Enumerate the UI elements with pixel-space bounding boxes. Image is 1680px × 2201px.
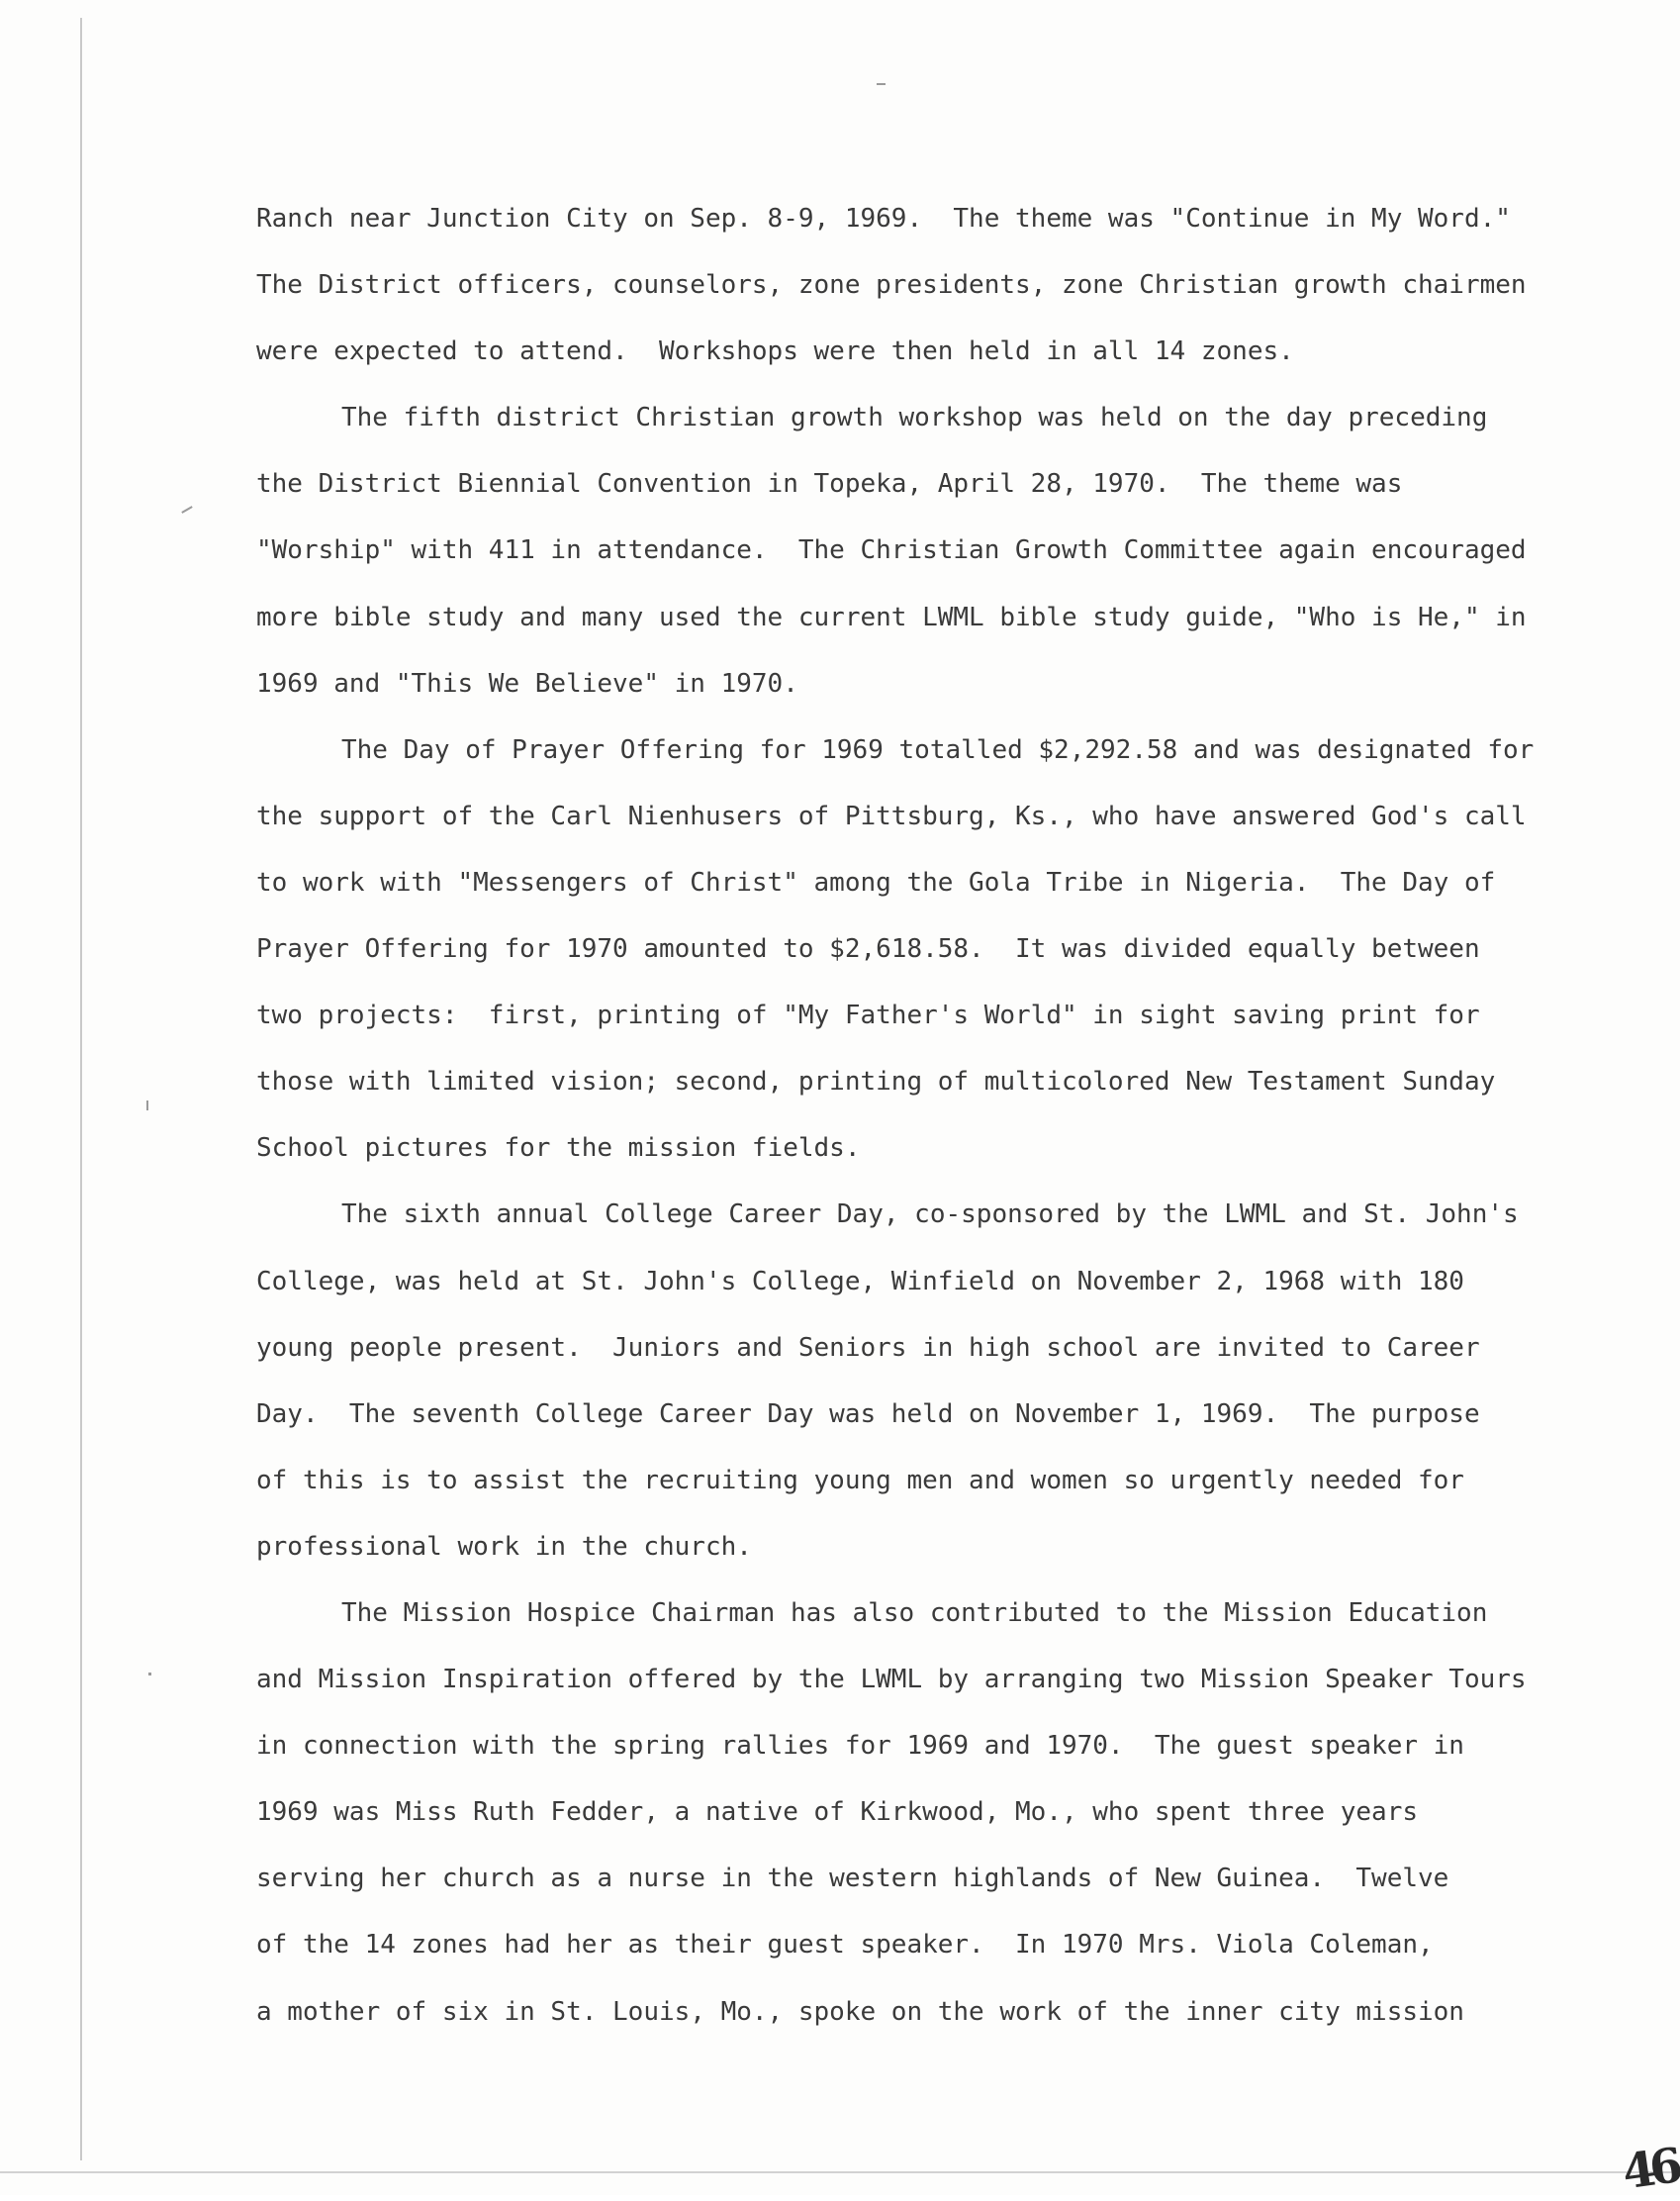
text-line: of this is to assist the recruiting young men and women so urgently needed for (256, 1465, 1464, 1495)
text-line: School pictures for the mission fields. (256, 1133, 861, 1164)
text-line: of the 14 zones had her as their guest speaker. In 1970 Mrs. Viola Coleman, (256, 1930, 1434, 1961)
text-line: College, was held at St. John's College, Winfield on November 2, 1968 with 180 (256, 1266, 1464, 1296)
text-line: "Worship" with 411 in attendance. The Christian Growth Committee again encouraged (256, 535, 1527, 566)
scan-speck (181, 506, 192, 514)
text-line: The Day of Prayer Offering for 1969 totalled $2,292.58 and was designated for (341, 734, 1535, 765)
text-line: 1969 was Miss Ruth Fedder, a native of Kirkwood, Mo., who spent three years (256, 1797, 1418, 1828)
text-line: The sixth annual College Career Day, co-sponsored by the LWML and St. John's (341, 1199, 1519, 1230)
scan-speck (148, 1673, 151, 1675)
text-line: The fifth district Christian growth workshop was held on the day preceding (341, 403, 1488, 433)
text-line: Day. The seventh College Career Day was held on November 1, 1969. The purpose (256, 1398, 1480, 1429)
bottom-edge-rule (0, 2171, 1680, 2173)
page-number: 46 (1619, 2138, 1680, 2201)
text-line: The District officers, counselors, zone presidents, zone Christian growth chairmen (256, 270, 1527, 301)
text-line: the support of the Carl Nienhusers of Pittsburg, Ks., who have answered God's call (256, 801, 1527, 831)
scan-speck (146, 1100, 148, 1110)
text-line: 1969 and "This We Believe" in 1970. (256, 668, 798, 699)
text-line: professional work in the church. (256, 1531, 752, 1562)
text-line: and Mission Inspiration offered by the LWML by arranging two Mission Speaker Tours (256, 1665, 1527, 1695)
text-line: two projects: first, printing of "My Father's World" in sight saving print for (256, 1001, 1480, 1031)
scan-speck (877, 83, 886, 85)
text-line: to work with "Messengers of Christ" among the Gola Tribe in Nigeria. The Day of (256, 867, 1496, 898)
text-line: young people present. Juniors and Seniors in high school are invited to Career (256, 1332, 1480, 1363)
text-line: the District Biennial Convention in Topeka, April 28, 1970. The theme was (256, 469, 1403, 500)
left-margin-rule (80, 18, 82, 2160)
text-line: were expected to attend. Workshops were then held in all 14 zones. (256, 336, 1294, 367)
text-line: a mother of six in St. Louis, Mo., spoke on the work of the inner city mission (256, 1996, 1464, 2027)
text-line: those with limited vision; second, printing of multicolored New Testament Sunday (256, 1067, 1496, 1098)
text-line: Ranch near Junction City on Sep. 8-9, 1969. The theme was "Continue in My Word." (256, 204, 1511, 234)
body-text (256, 196, 1633, 2056)
text-line: more bible study and many used the current LWML bible study guide, "Who is He," in (256, 602, 1527, 632)
text-line: Prayer Offering for 1970 amounted to $2,618.58. It was divided equally between (256, 934, 1480, 965)
text-line: The Mission Hospice Chairman has also contributed to the Mission Education (341, 1597, 1488, 1628)
text-line: in connection with the spring rallies for 1969 and 1970. The guest speaker in (256, 1731, 1464, 1762)
text-line: serving her church as a nurse in the western highlands of New Guinea. Twelve (256, 1864, 1449, 1894)
